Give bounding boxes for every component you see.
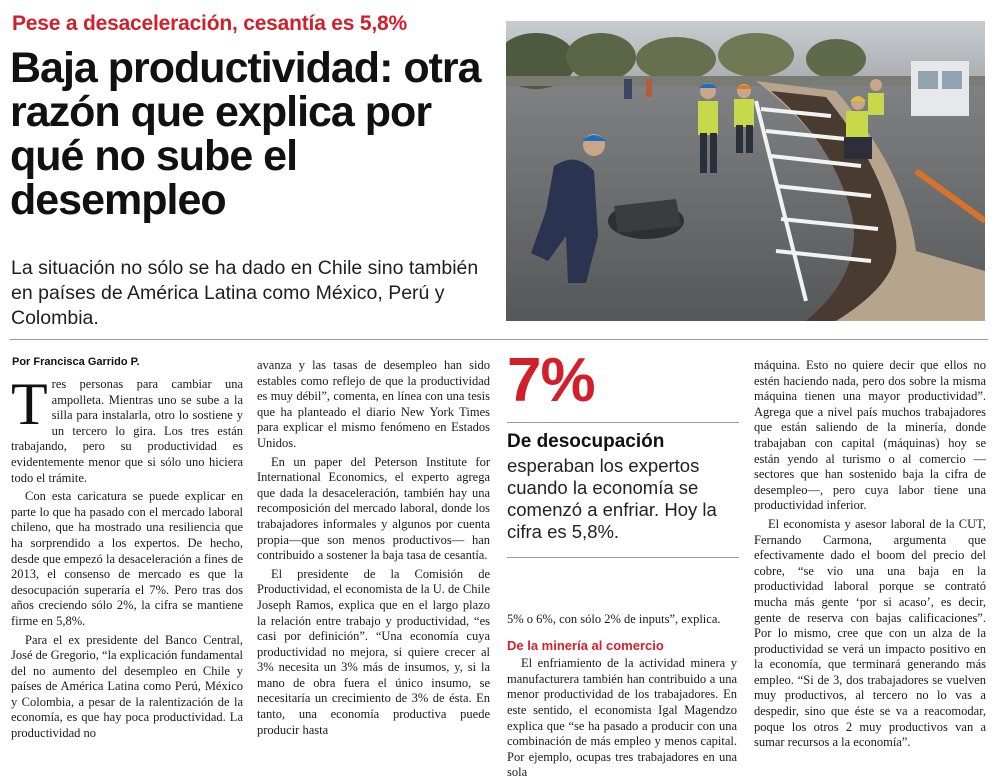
stat-divider xyxy=(507,557,739,558)
section-divider xyxy=(10,339,988,340)
paragraph: El enfriamiento de la actividad minera y manufacturera también han contribuido a una menor productividad de los trabajadores. En este sentido, el economista Igal Magendzo explica que “se ha pasado a producir con una combinación de más empleo y menos capital. Por ejemplo, ocupas tres trabajadores en una sola xyxy=(507,656,737,780)
paragraph: Con esta caricatura se puede explicar en parte lo que ha pasado con el mercado laboral chileno, que ha mostrado una resiliencia que ha sorprendido a los expertos. De hecho, desde que empezó la desaceleración a fines de 2013, el consenso de mercado es que la desocupación superaría el 7%. Pero tras dos años creciendo sólo 2%, la cifra se mantiene firme en 5,8%. xyxy=(11,489,243,628)
stat-number: 7% xyxy=(507,346,595,415)
subheading: De la minería al comercio xyxy=(507,637,664,653)
article-column-3 xyxy=(507,612,737,784)
article-column-4 xyxy=(754,358,986,754)
kicker: Pese a desaceleración, cesantía es 5,8% xyxy=(12,12,407,35)
byline: Por Francisca Garrido P. xyxy=(12,356,140,368)
paragraph: máquina. Esto no quiere decir que ellos no estén haciendo nada, pero dos sobre la misma máquina tienen una mayor productividad”. Agrega que a nivel país muchos trabajadores que están saliendo de la minería, donde trabajaban con capital (máquinas) hoy se están yendo al turismo o al comercio —sectores que han sostenido baja la cifra de desempleo—, pero cuya labor tiene una productividad inferior. xyxy=(754,358,986,513)
stat-box xyxy=(507,346,739,558)
paragraph: avanza y las tasas de desempleo han sido estables como reflejo de que la productividad es muy débil”, comenta, en línea con una tesis que ha planteado el diario New York Times para explicar el mismo fenómeno en Estados Unidos. xyxy=(257,358,490,450)
paragraph: Para el ex presidente del Banco Central, José de Gregorio, “la explicación fundamental del no aumento del desempleo en Chile y países de América Latina como Perú, México y Colombia, a pesar de la ralentización de la economía, es que hay poca productividad. La productividad no xyxy=(11,632,243,741)
stat-description: esperaban los expertos cuando la economía se comenzó a enfriar. Hoy la cifra es 5,8%. xyxy=(507,455,717,542)
drop-cap: T xyxy=(11,371,48,437)
paragraph: res personas para cambiar una ampolleta. Mientras uno se sube a la silla para instalarla, otro lo sostiene y un tercero lo gira. Los tres están trabajando, pero su productividad es evidentemente menor que si sólo uno hiciera todo el trámite. xyxy=(11,377,243,485)
deck: La situación no sólo se ha dado en Chile sino también en países de América Latina como México, Perú y Colombia. xyxy=(11,257,479,329)
construction-workers-photo xyxy=(506,21,985,321)
article-column-1 xyxy=(11,371,243,745)
paragraph: En un paper del Peterson Institute for International Economics, el experto agrega que dada la desaceleración, también hay una recomposición del mercado laboral, donde los trabajadores informales y algunos por cuenta propia—que son menos productivos— han contribuido a sostener la baja tasa de cesantía. xyxy=(257,454,490,563)
stat-title: De desocupación xyxy=(507,431,665,452)
paragraph: El economista y asesor laboral de la CUT, Fernando Carmona, argumenta que efectivamente dado el boom del precio del cobre, “se vio una una baja en la productividad laboral porque se contrató mucha más gente ‘por si acaso’, es decir, gente de reserva con bajas calificaciones”. Por lo mismo, cree que con un alza de la productividad se verá un impacto positivo en la economía, que terminará generando más empleo. “Si de 3, dos trabajadores se vuelven muy productivos, al tercero no lo vas a despedir, sino que éste se va a reacomodar, poque los otros 2 muy productivos van a sumar recursos a la economía”. xyxy=(754,516,986,750)
stat-divider xyxy=(507,422,739,423)
paragraph: 5% o 6%, con sólo 2% de inputs”, explica. xyxy=(507,612,721,626)
article-column-2 xyxy=(257,358,490,741)
paragraph: El presidente de la Comisión de Productividad, el economista de la U. de Chile Joseph Ramos, explica que en el largo plazo la relación entre trabajo y productividad, “es casi por definición”. “Una economía cuya productividad no mejora, si quiere crecer al 3% necesita un 3% más de insumos, y, si la mano de obra fuera el único insumo, se necesitaría un crecimiento de 3% de ésta. En tanto, una economía productiva puede producir hasta xyxy=(257,566,490,737)
headline: Baja productividad: otra razón que explica por qué no sube el desempleo xyxy=(10,44,481,224)
